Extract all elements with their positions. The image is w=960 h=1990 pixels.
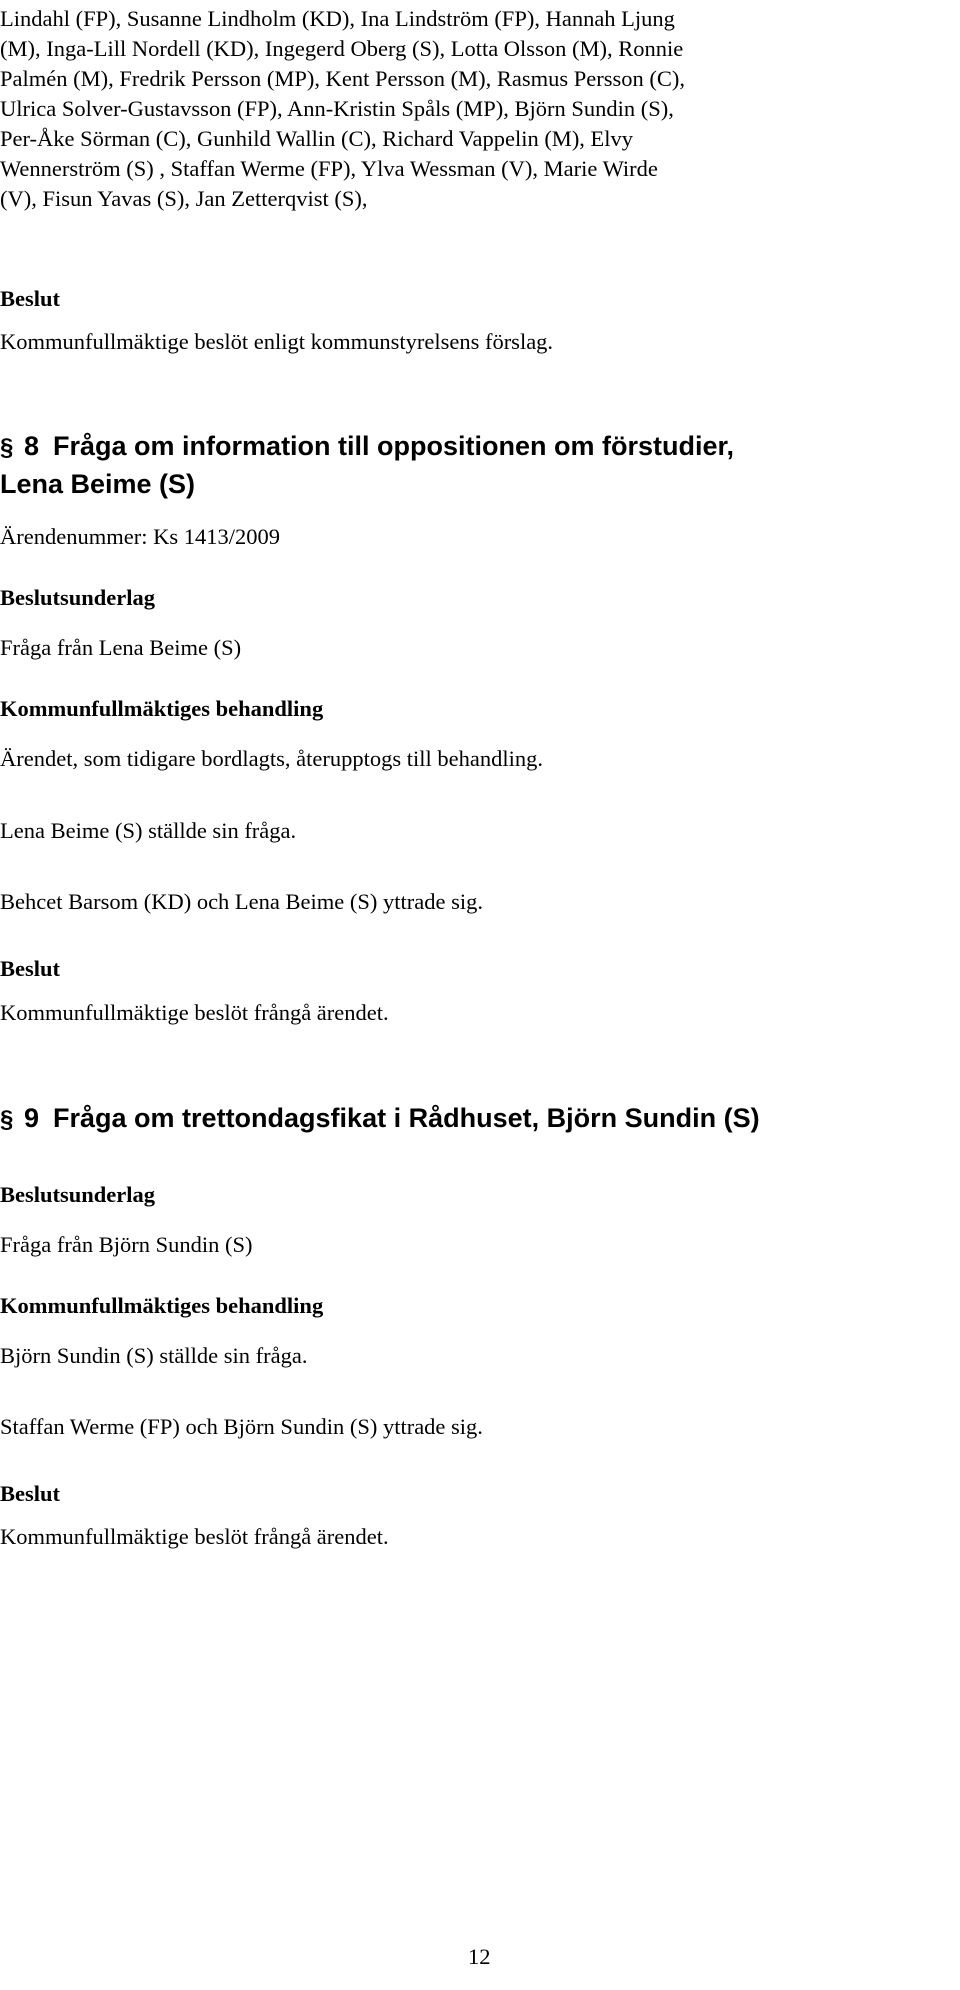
item-9-behandling-label: Kommunfullmäktiges behandling: [0, 1293, 324, 1318]
item-9-title: Fråga om trettondagsfikat i Rådhuset, Björn Sundin (S): [53, 1103, 760, 1133]
attendee-list-line: (V), Fisun Yavas (S), Jan Zetterqvist (S),: [0, 186, 368, 211]
item-8-behandling-line: Lena Beime (S) ställde sin fråga.: [0, 818, 297, 843]
attendee-list-line: Lindahl (FP), Susanne Lindholm (KD), Ina Lindström (FP), Hannah Ljung: [0, 6, 675, 31]
item-8-behandling-label: Kommunfullmäktiges behandling: [0, 696, 324, 721]
attendee-list-line: (M), Inga-Lill Nordell (KD), Ingegerd Oberg (S), Lotta Olsson (M), Ronnie: [0, 36, 684, 61]
item-9-underlag-text: Fråga från Björn Sundin (S): [0, 1232, 253, 1257]
item-8-underlag-text: Fråga från Lena Beime (S): [0, 635, 242, 660]
item-9-heading: [0, 1100, 760, 1138]
item-8-underlag-label: Beslutsunderlag: [0, 585, 156, 610]
item-8-heading: [0, 428, 734, 502]
intro-beslut-label: Beslut: [0, 286, 61, 311]
attendee-list-line: Palmén (M), Fredrik Persson (MP), Kent Persson (M), Rasmus Persson (C),: [0, 66, 685, 91]
item-8-behandling-line: Behcet Barsom (KD) och Lena Beime (S) yttrade sig.: [0, 889, 483, 914]
item-9-number: 9: [24, 1103, 40, 1133]
attendee-list: [0, 4, 958, 214]
attendee-list-line: Per-Åke Sörman (C), Gunhild Wallin (C), Richard Vappelin (M), Elvy: [0, 126, 634, 151]
intro-beslut-text: Kommunfullmäktige beslöt enligt kommunstyrelsens förslag.: [0, 329, 554, 354]
item-9-underlag-label: Beslutsunderlag: [0, 1182, 156, 1207]
item-8-title-line2: Lena Beime (S): [0, 469, 196, 499]
item-9-beslut-text: Kommunfullmäktige beslöt frångå ärendet.: [0, 1524, 389, 1549]
item-8-title-line1: Fråga om information till oppositionen om förstudier,: [53, 431, 735, 461]
item-8-case-number: Ärendenummer: Ks 1413/2009: [0, 524, 280, 549]
item-9-behandling-line: Staffan Werme (FP) och Björn Sundin (S) yttrade sig.: [0, 1414, 483, 1439]
section-bullet-icon: §: [0, 434, 14, 461]
page-number: 12: [468, 1944, 491, 1969]
item-8-behandling-line: Ärendet, som tidigare bordlagts, återupptogs till behandling.: [0, 746, 544, 771]
item-8-beslut-label: Beslut: [0, 956, 61, 981]
attendee-list-line: Wennerström (S) , Staffan Werme (FP), Ylva Wessman (V), Marie Wirde: [0, 156, 658, 181]
item-9-behandling-line: Björn Sundin (S) ställde sin fråga.: [0, 1343, 308, 1368]
attendee-list-line: Ulrica Solver-Gustavsson (FP), Ann-Kristin Spåls (MP), Björn Sundin (S),: [0, 96, 674, 121]
item-8-number: 8: [24, 431, 40, 461]
item-9-beslut-label: Beslut: [0, 1481, 61, 1506]
item-8-beslut-text: Kommunfullmäktige beslöt frångå ärendet.: [0, 1000, 389, 1025]
section-bullet-icon: §: [0, 1106, 14, 1133]
